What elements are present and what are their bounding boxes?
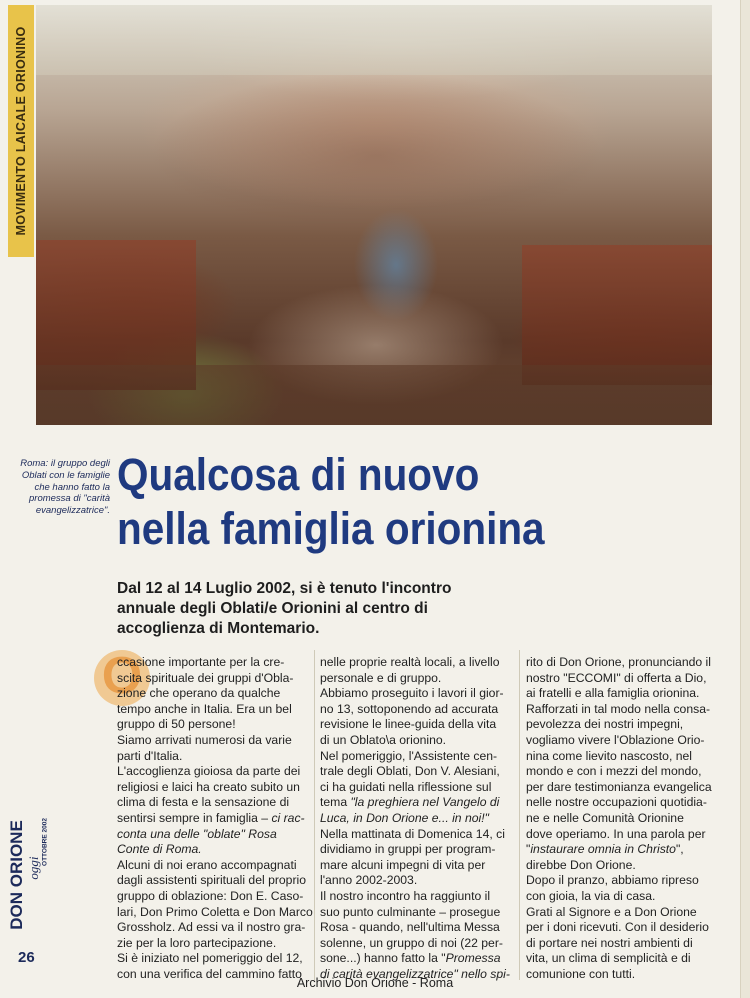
- masthead-date: OTTOBRE 2002: [41, 818, 49, 866]
- group-photo: [36, 5, 712, 425]
- dropcap-letter: O: [101, 647, 143, 705]
- column-divider: [519, 650, 520, 980]
- masthead-subtitle: oggi: [26, 856, 41, 880]
- article-intro: Dal 12 al 14 Luglio 2002, si è tenuto l'incontro annuale degli Oblati/e Orionini al centro di accoglienza di Montemario.: [117, 580, 452, 637]
- page-number: 26: [18, 949, 35, 966]
- masthead-title: DON ORIONE: [7, 820, 26, 930]
- section-label: MOVIMENTO LAICALE ORIONINO: [14, 26, 28, 236]
- column-divider: [314, 650, 315, 980]
- archive-footer: Archivio Don Orione - Roma: [296, 976, 454, 990]
- article-column-3: rito di Don Orione, pronunciando il nostro "ECCOMI" di offerta a Dio, ai fratelli e alla famiglia orionina. Rafforzati in tal modo nella consa- pevolezza dei nostri impegni, vogliamo vivere l'Oblazione Orio- nina come lievito nascosto, nel mondo e con i mezzi del mondo, per dare testimonianza evangelica nelle nostre occupazioni quotidia- ne e nelle Comunità Orionine dove operiamo. In una parola per "instaurare omnia in Christo", direbbe Don Orione. Dopo il pranzo, abbiamo ripreso con gioia, la via di casa. Grati al Signore e a Don Orione per i doni ricevuti. Con il desiderio di portare nei nostri ambienti di vita, un clima di semplicità e di comunione con tutti.: [526, 655, 712, 981]
- article-headline: Qualcosa di nuovo nella famiglia orionina: [117, 449, 545, 554]
- article-column-2: nelle proprie realtà locali, a livello personale e di gruppo. Abbiamo proseguito i lavori il gior- no 13, sottoponendo ad accurata revisione le linee-guida della vita di un Oblato\a orionino. Nel pomeriggio, l'Assistente cen- trale degli Oblati, Don V. Alesiani, ci ha guidati nella riflessione sul tema "la preghiera nel Vangelo di Luca, in Don Orione e... in noi!" Nella mattinata di Domenica 14, ci dividiamo in gruppi per program- mare alcuni impegni di vita per l'anno 2002-2003. Il nostro incontro ha raggiunto il suo punto culminante – prosegue Rosa - quando, nell'ultima Messa solenne, un gruppo di noi (22 per- sone...) hanno fatto la "Promessa di carità evangelizzatrice" nello spi-: [320, 655, 510, 981]
- photo-caption: Roma: il gruppo degli Oblati con le famiglie che hanno fatto la promessa di "carità evangelizzatrice".: [20, 458, 110, 517]
- page-edge: [740, 0, 750, 998]
- article-column-1: ccasione importante per la cre- scita spirituale dei gruppi d'Obla- zione che operano da qualche tempo anche in Italia. Era un bel gruppo di 50 persone! Siamo arrivati numerosi da varie parti d'Italia. L'accoglienza gioiosa da parte dei religiosi e laici ha creato subito un clima di festa e la sensazione di sentirsi sempre in famiglia – ci rac- conta una delle "oblate" Rosa Conte di Roma. Alcuni di noi erano accompagnati dagli assistenti spirituali del proprio gruppo di oblazione: Don E. Caso- lari, Don Primo Coletta e Don Marco Grossholz. Ad essi va il nostro gra- zie per la loro partecipazione. Si è iniziato nel pomeriggio del 12, con una verifica del cammino fatto: [117, 655, 313, 981]
